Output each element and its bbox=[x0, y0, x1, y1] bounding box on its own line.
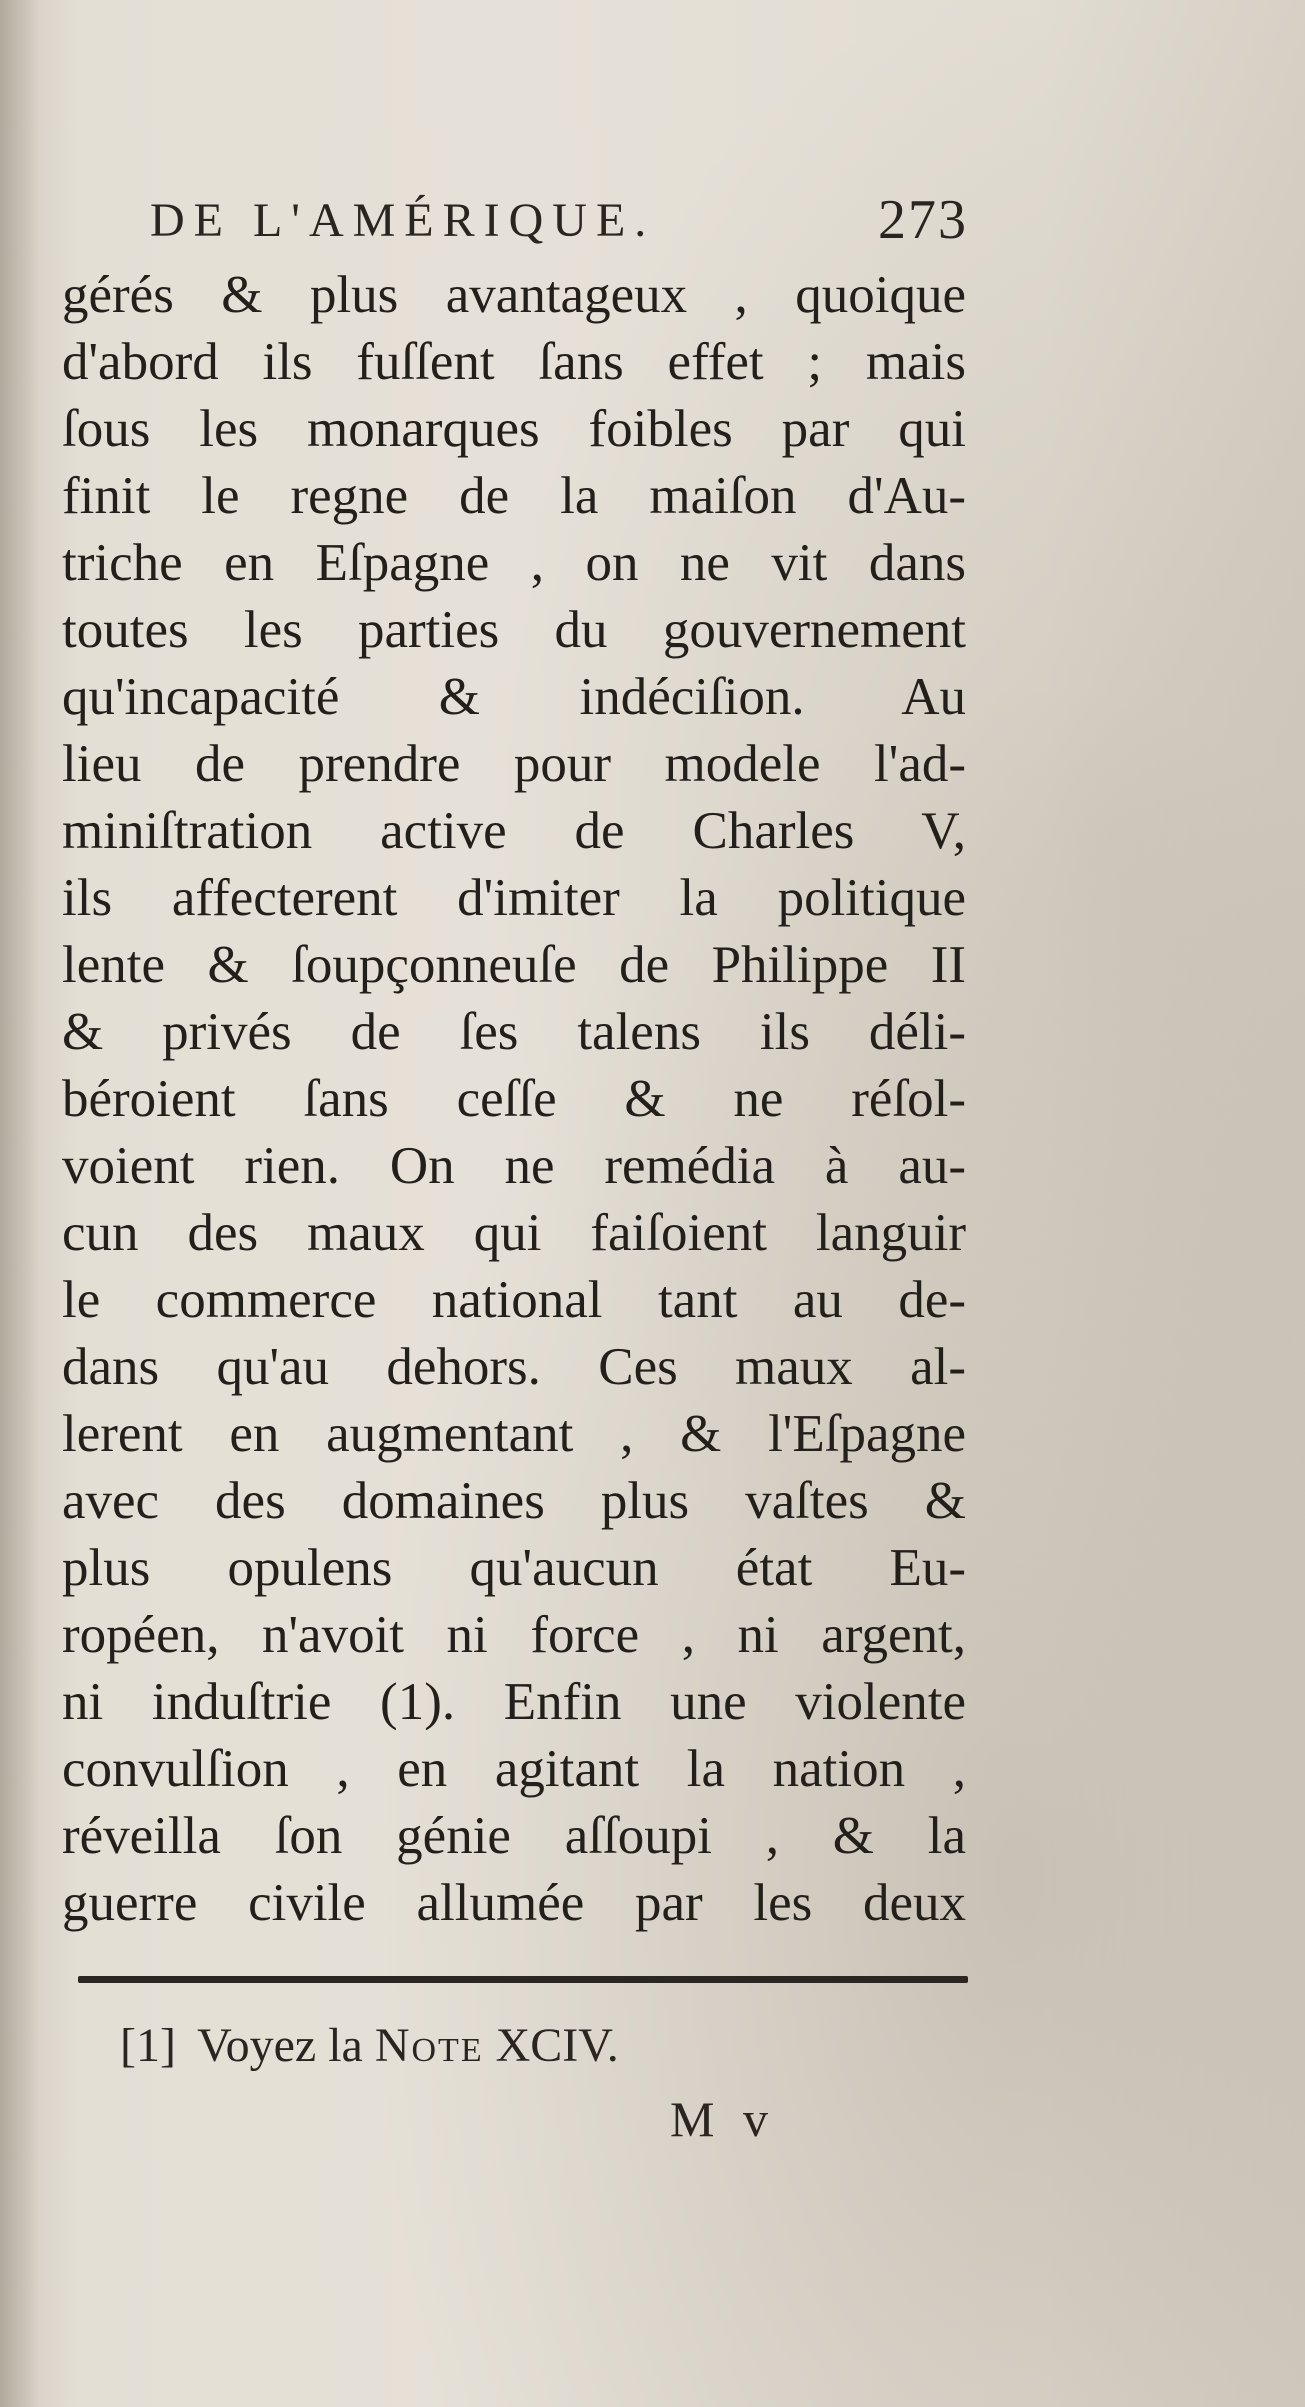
signature-mark: M v bbox=[670, 2091, 776, 2147]
text-line: lieu de prendre pour modele l'ad- bbox=[62, 735, 966, 793]
text-line: ils affecterent d'imiter la politique bbox=[62, 869, 966, 927]
page-number: 273 bbox=[878, 189, 968, 251]
text-line: ſous les monarques foibles par qui bbox=[62, 400, 966, 458]
text-line: qu'incapacité & indéciſion. Au bbox=[62, 668, 966, 726]
footnote bbox=[120, 2018, 820, 2073]
page-gutter-shadow bbox=[0, 0, 40, 2407]
text-line: lente & ſoupçonneuſe de Philippe II bbox=[62, 936, 966, 994]
footnote-smallcaps: Note bbox=[374, 2019, 484, 2072]
text-line: guerre civile allumée par les deux bbox=[62, 1874, 966, 1932]
footnote-text-before: Voyez la bbox=[197, 2019, 363, 2072]
text-line: finit le regne de la maiſon d'Au- bbox=[62, 467, 966, 525]
text-line: ropéen, n'avoit ni force , ni argent, bbox=[62, 1606, 966, 1664]
text-line: dans qu'au dehors. Ces maux al- bbox=[62, 1338, 966, 1396]
text-line: lerent en augmentant , & l'Eſpagne bbox=[62, 1405, 966, 1463]
footnote-rule bbox=[78, 1976, 968, 1983]
text-line: miniſtration active de Charles V, bbox=[62, 802, 966, 860]
text-line: triche en Eſpagne , on ne vit dans bbox=[62, 534, 966, 592]
text-line: d'abord ils fuſſent ſans effet ; mais bbox=[62, 333, 966, 391]
text-line: avec des domaines plus vaſtes & bbox=[62, 1472, 966, 1530]
text-line: & privés de ſes talens ils déli- bbox=[62, 1003, 966, 1061]
text-line: gérés & plus avantageux , quoique bbox=[62, 266, 966, 324]
running-head: DE L'AMÉRIQUE. bbox=[150, 193, 656, 247]
text-line: béroient ſans ceſſe & ne réſol- bbox=[62, 1070, 966, 1128]
text-line: le commerce national tant au de- bbox=[62, 1271, 966, 1329]
text-line: toutes les parties du gouvernement bbox=[62, 601, 966, 659]
body-text bbox=[62, 262, 966, 1937]
text-line: ni induſtrie (1). Enfin une violente bbox=[62, 1673, 966, 1731]
text-line: cun des maux qui faiſoient languir bbox=[62, 1204, 966, 1262]
page-header bbox=[150, 180, 968, 260]
text-line: réveilla ſon génie aſſoupi , & la bbox=[62, 1807, 966, 1865]
footnote-text-after: XCIV. bbox=[495, 2019, 619, 2072]
text-line: convulſion , en agitant la nation , bbox=[62, 1740, 966, 1798]
text-line: voient rien. On ne remédia à au- bbox=[62, 1137, 966, 1195]
footnote-marker: [1] bbox=[120, 2019, 176, 2072]
text-line: plus opulens qu'aucun état Eu- bbox=[62, 1539, 966, 1597]
